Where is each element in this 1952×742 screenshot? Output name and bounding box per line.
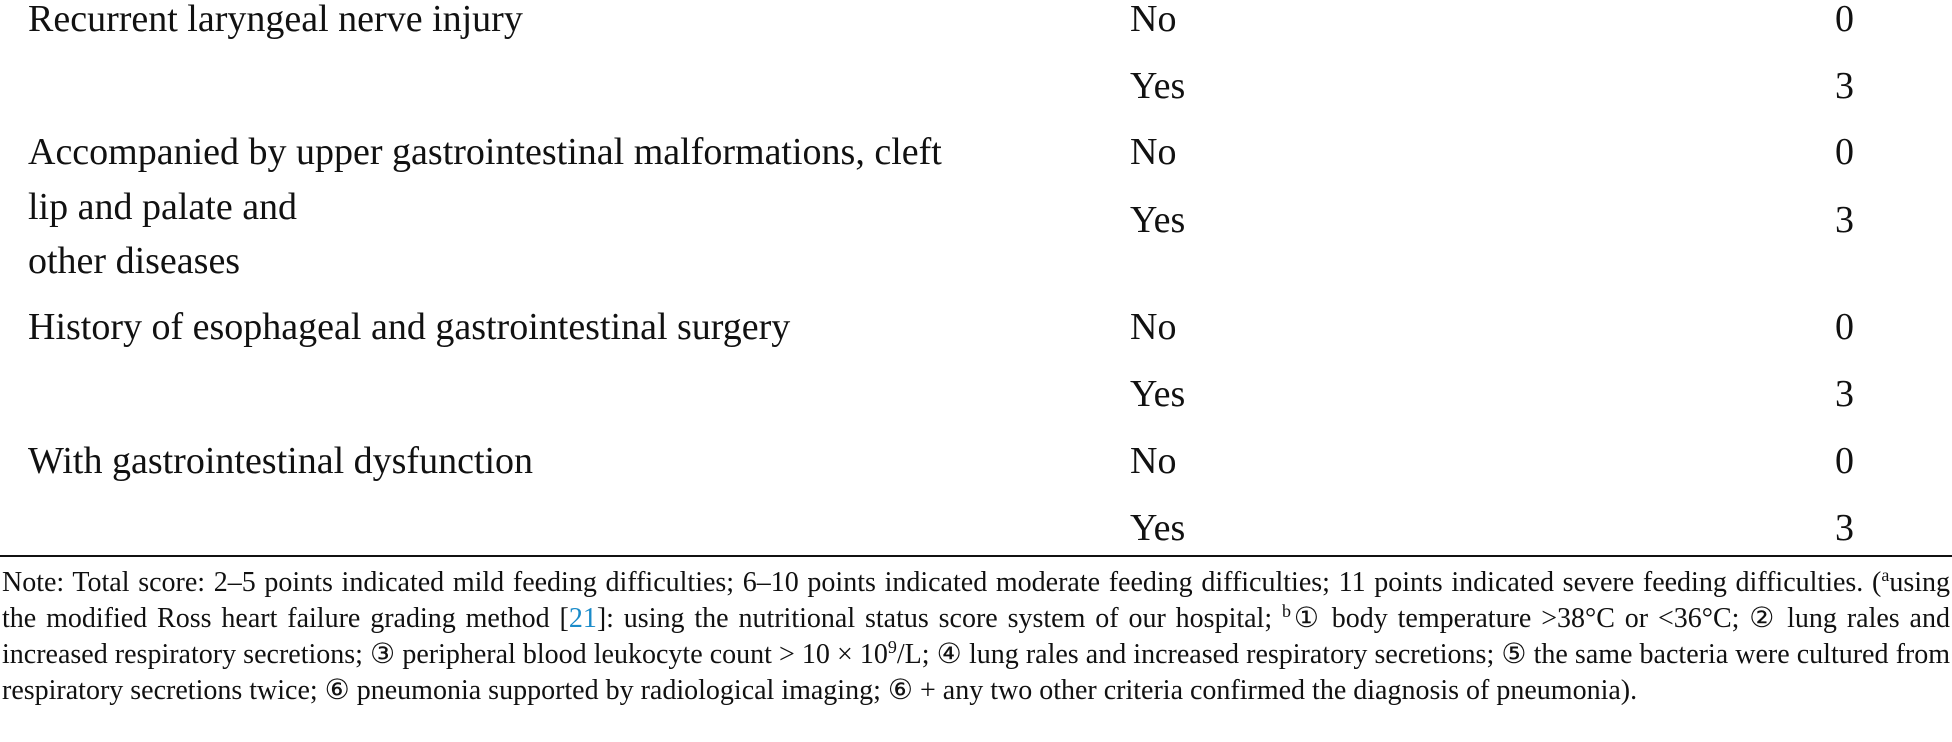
option-label: Yes xyxy=(1130,65,1186,107)
score-value: 3 xyxy=(1835,199,1854,241)
factor-label-line: Accompanied by upper gastrointestinal malformations, cleft xyxy=(28,131,942,173)
score-value: 3 xyxy=(1835,65,1854,107)
score-value: 0 xyxy=(1835,131,1854,173)
option-label: Yes xyxy=(1130,507,1186,549)
score-value: 3 xyxy=(1835,507,1854,549)
option-label: No xyxy=(1130,440,1177,482)
note-text: Note: Total score: 2–5 points indicated mild feeding difficulties; 6–10 points indicated moderate feeding difficulties; 11 points indicated severe feeding difficulties. ( xyxy=(2,567,1882,598)
option-label: No xyxy=(1130,0,1177,40)
factor-label: With gastrointestinal dysfunction xyxy=(28,440,534,482)
score-value: 0 xyxy=(1835,440,1854,482)
factor-label: History of esophageal and gastrointestinal surgery xyxy=(28,306,791,348)
option-label: No xyxy=(1130,131,1177,173)
factor-label: Recurrent laryngeal nerve injury xyxy=(28,0,523,40)
score-value: 0 xyxy=(1835,306,1854,348)
score-value: 3 xyxy=(1835,373,1854,415)
option-label: No xyxy=(1130,306,1177,348)
option-label: Yes xyxy=(1130,373,1186,415)
note-text: /L; ④ lung rales and increased respiratory secretions; ⑤ the same bacteria were cultured from respiratory secretions twice; ⑥ pneumonia supported by radiological imaging; ⑥ + any two other criteria confirmed the diagnosis of pneumonia). xyxy=(2,639,1951,706)
note-text: using the modified Ross heart failure grading method [ xyxy=(2,567,1950,634)
note-text: ① body temperature >38°C or <36°C; ② lung rales and increased respiratory secretions; ③ peripheral blood leukocyte count > 10 × 10 xyxy=(2,603,1950,670)
score-value: 0 xyxy=(1835,0,1854,40)
option-label: Yes xyxy=(1130,199,1186,241)
factor-label-line: lip and palate and xyxy=(28,186,298,228)
superscript-exponent: 9 xyxy=(887,637,897,657)
note-text: ]: using the nutritional status score system of our hospital; xyxy=(596,603,1282,634)
table-footnote xyxy=(2,565,1950,709)
superscript-a: a xyxy=(1881,565,1890,585)
reference-link[interactable]: 21 xyxy=(568,603,597,634)
table-bottom-rule xyxy=(0,555,1952,557)
factor-label-line: other diseases xyxy=(28,240,241,282)
superscript-b: b xyxy=(1282,601,1291,621)
